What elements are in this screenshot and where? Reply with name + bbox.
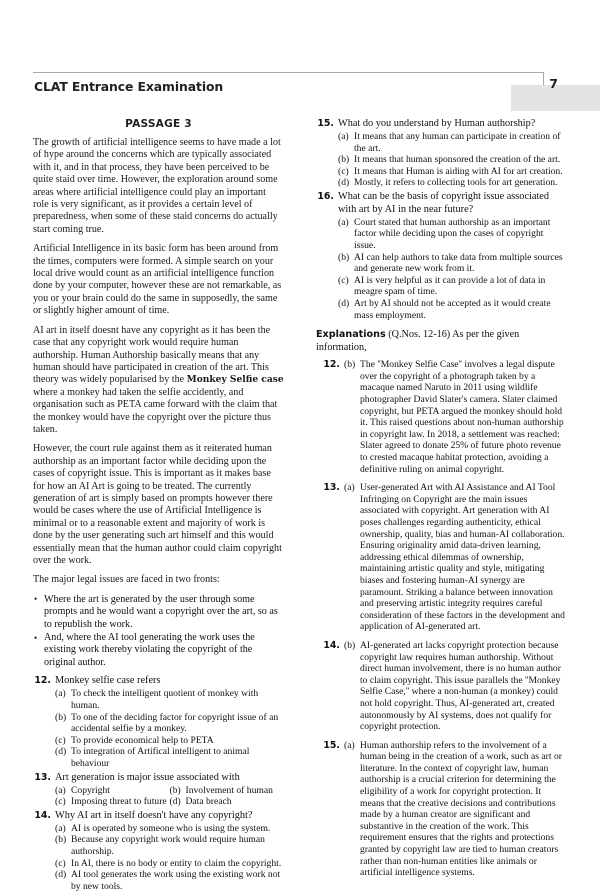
option-c[interactable] xyxy=(55,858,284,870)
option-c[interactable] xyxy=(55,796,170,808)
explanation-number: 14. xyxy=(323,639,340,651)
option-label: (c) xyxy=(55,796,66,808)
option-text: Because any copyright work would require human authorship. xyxy=(71,834,265,858)
explanation-14 xyxy=(316,640,567,733)
option-label: (c) xyxy=(338,165,349,177)
explanations-label: Explanations xyxy=(316,329,386,341)
question-16 xyxy=(316,191,567,321)
option-d[interactable] xyxy=(55,869,284,892)
option-a[interactable] xyxy=(338,217,567,252)
explanation-15 xyxy=(316,740,567,879)
option-label: (b) xyxy=(338,154,350,166)
option-list xyxy=(33,823,284,893)
option-d[interactable] xyxy=(170,796,285,808)
option-text: Data breach xyxy=(185,796,232,808)
option-text: Involvement of human xyxy=(185,784,273,796)
page-number: 7 xyxy=(549,76,558,91)
explanation-text: The ''Monkey Selfie Case'' involves a legal dispute over the copyright of a photograph taken by a macaque named Naruto in 2011 using wildlife photographer David Slater's camera. Slater claimed copyright, but PETA argued the monkey should hold it. This raised questions about non-human authorship in copyright law. In 2018, a settlement was reached: Slater agreed to donate 25% of future photo revenue to crested macaque habitat protection, avoiding a definitive ruling on animal copyright. xyxy=(360,359,564,475)
option-label: (b) xyxy=(55,711,67,723)
option-d[interactable] xyxy=(338,177,567,189)
passage-paragraph: Artificial Intelligence in its basic form has been around from the times, computers were formed. A simple search on your local drive would count as an artificial intelligence function done by your computer, however these are not remarkable, as you or your brain could do the same in supposedly, the same or slightly higher amount of time. xyxy=(33,243,282,317)
question-number: 16. xyxy=(317,191,334,203)
passage-paragraph-monkey xyxy=(33,325,284,437)
question-text: Monkey selfie case refers xyxy=(55,675,161,687)
option-c[interactable] xyxy=(338,166,567,178)
option-b[interactable] xyxy=(338,154,567,166)
option-b[interactable] xyxy=(55,712,284,735)
passage-text-pre: AI art in itself doesnt have any copyright as it has been the case that any copyright work would require human authorship. Human Authorship basically means that any human should have participated in creation of the art. This theory was widely popularised by the xyxy=(33,324,271,386)
explanation-answer: (a) xyxy=(344,482,355,494)
option-text: It means that human sponsored the creation of the art. xyxy=(354,154,561,166)
option-list xyxy=(33,688,284,769)
explanation-answer: (a) xyxy=(344,739,355,751)
option-text: To provide economical help to PETA xyxy=(71,734,214,746)
right-column xyxy=(316,118,567,886)
option-label: (c) xyxy=(55,857,66,869)
passage-paragraph: However, the court rule against them as it reiterated human authorship as an important factor while deciding upon the cases of copyright issue. This is important as it makes base for how an AI Art is going to be treated. The currently generation of art is simply based on prompts however there would be cases where the use of Artificial Intelligence is minimal or to a reasonable extent and majority of work is done by the user generating such art himself and this would essentially mean that the human author could claim copyright over the work. xyxy=(33,443,282,566)
option-label: (b) xyxy=(55,834,67,846)
option-label: (d) xyxy=(55,746,67,758)
explanation-13 xyxy=(316,482,567,633)
question-number: 13. xyxy=(34,771,51,783)
option-d[interactable] xyxy=(55,746,284,769)
question-number: 12. xyxy=(34,675,51,687)
header-divider xyxy=(33,72,544,73)
question-text: What do you understand by Human authorship? xyxy=(338,118,536,129)
option-label: (c) xyxy=(55,734,66,746)
option-text: It means that Human is aiding with AI for art creation. xyxy=(354,165,563,177)
question-number: 15. xyxy=(317,118,334,129)
explanation-number: 12. xyxy=(323,359,340,371)
explanation-12 xyxy=(316,359,567,475)
option-text: AI is very helpful as it can provide a lot of data in meagre spam of time. xyxy=(354,274,546,298)
list-item: • And, where the AI tool generating the work uses the existing work thereby violating the copyright of the original author. xyxy=(33,632,284,669)
option-a[interactable] xyxy=(55,688,284,711)
option-text: Imposing threat to future xyxy=(71,796,167,808)
explanation-number: 15. xyxy=(323,739,340,751)
question-12 xyxy=(33,675,284,769)
question-text: What can be the basis of copyright issue associated with art by AI in the near future? xyxy=(338,191,550,215)
option-text: Copyright xyxy=(71,784,110,796)
page-header xyxy=(33,72,567,112)
left-column xyxy=(33,118,284,894)
question-stem xyxy=(33,772,284,785)
option-b[interactable] xyxy=(338,252,567,275)
option-label: (d) xyxy=(338,297,350,309)
option-label: (b) xyxy=(169,784,181,796)
option-c[interactable] xyxy=(338,275,567,298)
question-13 xyxy=(33,772,284,808)
explanations-heading xyxy=(316,329,567,354)
option-list xyxy=(316,217,567,321)
option-text: AI tool generates the work using the existing work not by new tools. xyxy=(71,869,281,892)
option-label: (a) xyxy=(338,131,349,143)
question-text: Art generation is major issue associated with xyxy=(55,771,240,783)
explanation-answer: (b) xyxy=(344,359,356,371)
monkey-selfie-case-emphasis: Monkey Selfie case xyxy=(186,374,284,386)
question-stem xyxy=(316,191,567,216)
question-14 xyxy=(33,810,284,893)
question-stem xyxy=(33,810,284,823)
passage-paragraph: The major legal issues are faced in two fronts: xyxy=(33,574,220,586)
explanation-number: 13. xyxy=(323,482,340,494)
option-a[interactable] xyxy=(55,785,170,797)
option-label: (d) xyxy=(169,796,181,808)
option-text: To integration of Artifical intelligent to animal behaviour xyxy=(71,746,250,769)
explanation-answer: (b) xyxy=(344,639,356,651)
option-label: (a) xyxy=(55,688,66,700)
explanation-text: Human authorship refers to the involvement of a human being in the creation of a work, such as art or literature. In the context of copyright law, human authorship is a crucial criterion for determining the eligibility of a work for copyright protection. It means that the creative decisions and contributions made by a human creator are significant and substantive in the creation of the work. This requirement ensures that the rights and protections granted by copyright law are tied to human creators rather than non-human entities like animals or artificial intelligence systems. xyxy=(360,739,562,879)
option-list xyxy=(316,131,567,189)
option-b[interactable] xyxy=(170,785,285,797)
question-15 xyxy=(316,118,567,189)
page-title: CLAT Entrance Examination xyxy=(34,79,224,94)
option-text: Court stated that human authorship as an important factor while deciding upon the cases of copyright issue. xyxy=(354,216,551,251)
explanation-text: AI-generated art lacks copyright protection because copyright law requires human authorship. Without direct human involvement, there is no human author to claim copyright. This issue parallels the ''Monkey Selfie Case,'' where a non-human (a monkey) could not hold copyright. Thus, AI-generated art, created autonomously by AI systems, does not qualify for copyright protection. xyxy=(360,639,561,733)
header-divider-tick xyxy=(543,72,544,86)
option-text: To check the intelligent quotient of monkey with human. xyxy=(71,688,259,711)
question-stem xyxy=(316,118,567,131)
option-b[interactable] xyxy=(55,834,284,857)
option-a[interactable] xyxy=(338,131,567,154)
option-label: (d) xyxy=(338,177,350,189)
list-item: • Where the art is generated by the user through some prompts and he would want a copyright over the art, so as to republish the work. xyxy=(33,594,284,631)
option-label: (a) xyxy=(338,216,349,228)
option-text: It means that any human can participate in creation of the art. xyxy=(354,131,561,154)
legal-issues-list xyxy=(33,594,284,669)
explanations-range: (Q.Nos. 12-16) As per the given information, xyxy=(316,329,520,353)
question-stem xyxy=(33,675,284,688)
option-label: (a) xyxy=(55,822,66,834)
passage-paragraph: The growth of artificial intelligence seems to have made a lot of hype around the concerns which are typically associated with it, and in that process, they have been perceived to be quite staid over time. However, the exploration around some areas where artificial intelligence could play an important role is very significant, as it provides a certain level of preparedness, when some of these staid concerns do actually start coming true. xyxy=(33,137,281,235)
option-text: Mostly, it refers to collecting tools for art generation. xyxy=(354,177,558,189)
passage-title: PASSAGE 3 xyxy=(125,118,192,130)
option-label: (c) xyxy=(338,274,349,286)
question-number: 14. xyxy=(34,809,51,821)
option-label: (b) xyxy=(338,251,350,263)
option-label: (d) xyxy=(55,869,67,881)
explanation-text: User-generated Art with AI Assistance and AI Tool Infringing on Copyright are the main issues associated with copyright. Art generation with AI poses challenges regarding authenticity, ethical ownership, quality, bias and human-AI collaboration. Ensuring originality amid data-driven learning, addressing ethical dilemmas of ownership, maintaining artistic quality and style, mitigating biases and fostering human-AI synergy are paramount. Striking a balance between innovation and preserving artistic integrity requires careful consideration of these factors in the development and application of AI-generated art. xyxy=(360,482,565,633)
question-text: Why AI art in itself doesn't have any copyright? xyxy=(55,809,253,821)
option-text: Art by AI should not be accepted as it would create mass employment. xyxy=(354,297,551,321)
option-label: (a) xyxy=(55,784,66,796)
option-c[interactable] xyxy=(55,735,284,747)
option-text: AI is operated by someone who is using the system. xyxy=(71,822,271,834)
option-list xyxy=(33,785,284,808)
option-text: In AI, there is no body or entity to claim the copyright. xyxy=(71,857,282,869)
passage-text-post: where a monkey had taken the selfie accidently, and organisation such as PETA came forward with the claim that the monkey would have the copyright over the picture thus taken. xyxy=(33,386,278,435)
option-text: To one of the deciding factor for copyright issue of an accidental selfie by a monkey. xyxy=(71,711,279,735)
option-d[interactable] xyxy=(338,298,567,321)
option-a[interactable] xyxy=(55,823,284,835)
option-text: AI can help authors to take data from multiple sources and generate new work from it. xyxy=(354,251,563,275)
